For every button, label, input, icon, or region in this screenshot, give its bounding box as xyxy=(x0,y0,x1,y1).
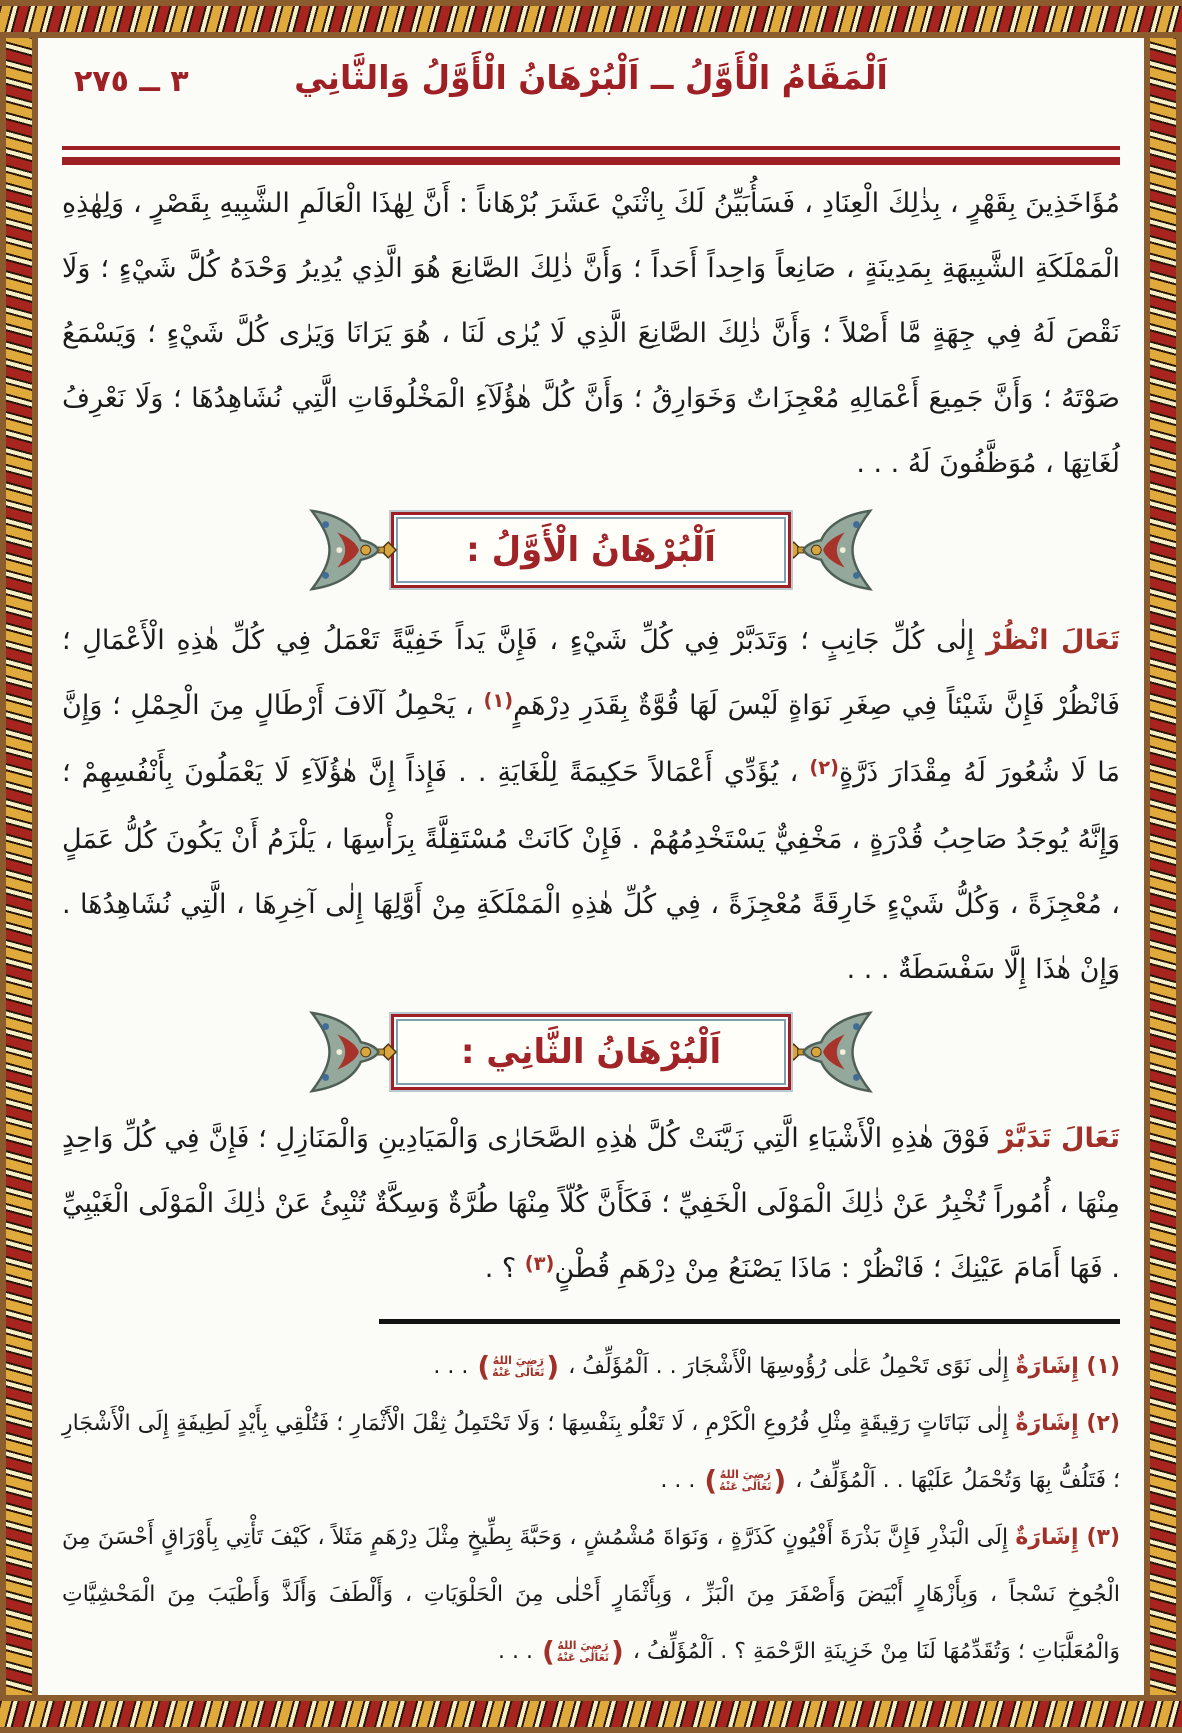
floral-ornament-icon xyxy=(307,1005,399,1099)
page-header xyxy=(62,58,1120,114)
floral-ornament-icon xyxy=(307,503,399,597)
author-seal-icon: ( رَضِيَ اللهُ تَعَالٰى عَنْهُ ) xyxy=(542,1635,624,1668)
section-2-paragraph: تَعَالَ تَدَبَّرْ فَوْقَ هٰذِهِ الْأَشْيَاءِ الَّتِي زَيَّنَتْ كُلَّ هٰذِهِ الصَّحَارٰى وَالْمَيَادِينِ وَالْمَنَازِلِ ؛ فَإِنَّ فِي كُلِّ وَاحِدٍ مِنْهَا ، أُمُوراً تُخْبِرُ عَنْ ذٰلِكَ الْمَوْلَى الْخَفِيِّ ؛ فَكَأَنَّ كُلّاً مِنْهَا طُرَّةٌ وَسِكَّةٌ تُنْبِئُ عَنْ ذٰلِكَ الْمَوْلَى الْغَيْبِيِّ . فَهَا أَمَامَ عَيْنِكَ ؛ فَانْظُرْ : مَاذَا يَصْنَعُ مِنْ دِرْهَمِ قُطْنٍ$^{(٣)}$ ؟ . xyxy=(62,1123,1120,1284)
decorative-border-bottom xyxy=(0,1695,1182,1733)
section-heading-box-2 xyxy=(391,1014,791,1090)
section-heading-row-2 xyxy=(62,1004,1120,1100)
section-heading-box-1 xyxy=(391,512,791,588)
decorative-border-right xyxy=(1144,0,1182,1733)
section-heading-1: اَلْبُرْهَانُ الْأَوَّلُ : xyxy=(466,530,716,570)
decorative-border-top xyxy=(0,0,1182,38)
decorative-border-left xyxy=(0,0,38,1733)
floral-ornament-icon xyxy=(783,1005,875,1099)
author-seal-icon: ( رَضِيَ اللهُ تَعَالٰى عَنْهُ ) xyxy=(704,1464,787,1497)
section-heading-2: اَلْبُرْهَانُ الثَّانِي : xyxy=(460,1032,722,1072)
footnote-2: (٢) إِشَارَةٌ إِلٰى نَبَاتَاتٍ رَقِيقَةٍ مِثْلِ فُرُوعِ الْكَرْمِ ، لَا تَعْلُو بِنَفْسِهَا ؛ وَلَا تَحْتَمِلُ ثِقْلَ الْأَثْمَارِ ؛ فَتُلْقِي بِأَيْدٍ لَطِيفَةٍ إِلَى الْأَشْجَارِ ؛ فَتَلُفُّ بِهَا وَتُحْمَلُ عَلَيْهَا . . اَلْمُؤَلِّفُ ، ( رَضِيَ اللهُ تَعَالٰى عَنْهُ ) . . . xyxy=(62,1411,1120,1497)
footnote-1: (١) إِشَارَةٌ إِلٰى نَوًى تَحْمِلُ عَلٰى رُؤُوسِهَا الْأَشْجَارَ . . اَلْمُؤَلِّفُ ، ( رَضِيَ اللهُ تَعَالٰى عَنْهُ ) . . . xyxy=(433,1350,1120,1383)
section-1-paragraph: تَعَالَ انْظُرْ إِلٰى كُلِّ جَانِبٍ ؛ وَتَدَبَّرْ فِي كُلِّ شَيْءٍ ، فَإِنَّ يَداً خَفِيَّةً تَعْمَلُ فِي كُلِّ هٰذِهِ الْأَعْمَالِ ؛ فَانْظُرْ فَإِنَّ شَيْئاً فِي صِغَرِ نَوَاةٍ لَيْسَ لَهَا قُوَّةٌ بِقَدَرِ دِرْهَمٍ$^{(١)}$ ، يَحْمِلُ آلَافَ أَرْطَالٍ مِنَ الْحِمْلِ ؛ وَإِنَّ مَا لَا شُعُورَ لَهُ مِقْدَارَ ذَرَّةٍ$^{(٢)}$ ، يُؤَدِّي أَعْمَالاً حَكِيمَةً لِلْغَايَةِ . . فَإِذاً إِنَّ هٰؤُلَآءِ لَا يَعْمَلُونَ بِأَنْفُسِهِمْ ؛ وَإِنَّهُ يُوجَدُ صَاحِبُ قُدْرَةٍ ، مَخْفِيٌّ يَسْتَخْدِمُهُمْ . فَإِنْ كَانَتْ مُسْتَقِلَّةً بِرَأْسِهَا ، يَلْزَمُ أَنْ يَكُونَ كُلُّ عَمَلٍ ، مُعْجِزَةً ، وَكُلُّ شَيْءٍ خَارِقَةً مُعْجِزَةً ، فِي كُلِّ هٰذِهِ الْمَمْلَكَةِ مِنْ أَوَّلِهَا إِلٰى آخِرِهَا ، الَّتِي نُشَاهِدُهَا . وَإِنْ هٰذَا إِلَّا سَفْسَطَةٌ . . . xyxy=(62,625,1120,985)
page-title: اَلْمَقَامُ الْأَوَّلُ ــ اَلْبُرْهَانُ الْأَوَّلُ وَالثَّانِي xyxy=(294,58,888,97)
intro-paragraph: مُؤَاخَذِينَ بِقَهْرٍ ، بِذٰلِكَ الْعِنَادِ ، فَسَأُبَيِّنُ لَكَ بِاثْنَيْ عَشَرَ بُرْهَاناً : أَنَّ لِهٰذَا الْعَالَمِ الشَّبِيهِ بِقَصْرٍ ، وَلِهٰذِهِ الْمَمْلَكَةِ الشَّبِيهَةِ بِمَدِينَةٍ ، صَانِعاً وَاحِداً أَحَداً ؛ وَأَنَّ ذٰلِكَ الصَّانِعَ هُوَ الَّذِي يُدِيرُ وَحْدَهُ كُلَّ شَيْءٍ ؛ وَلَا نَقْصَ لَهُ فِي جِهَةٍ مَّا أَصْلاً ؛ وَأَنَّ ذٰلِكَ الصَّانِعَ الَّذِي لَا يُرٰى لَنَا ، هُوَ يَرَانَا وَيَرٰى كُلَّ شَيْءٍ ؛ وَيَسْمَعُ صَوْتَهُ ؛ وَأَنَّ جَمِيعَ أَعْمَالِهِ مُعْجِزَاتٌ وَخَوَارِقُ ؛ وَأَنَّ كُلَّ هٰؤُلَآءِ الْمَخْلُوقَاتِ الَّتِي نُشَاهِدُهَا ؛ وَلَا نَعْرِفُ لُغَاتِهَا ، مُوَظَّفُونَ لَهُ . . . xyxy=(62,188,1120,479)
page-number: ٣ ــ ٢٧٥ xyxy=(74,64,189,99)
footnote-separator xyxy=(379,1319,1120,1324)
header-rule xyxy=(62,146,1120,165)
floral-ornament-icon xyxy=(783,503,875,597)
page-content xyxy=(38,38,1144,1695)
footnote-3: (٣) إِشَارَةٌ إِلَى الْبَذْرِ فَإِنَّ بَذْرَةَ أَفْيُونٍ كَذَرَّةٍ ، وَنَوَاةَ مُشْمُشٍ ، وَحَبَّةَ بِطِّيخٍ مِثْلَ دِرْهَمٍ مَثَلاً ، كَيْفَ تَأْتِي بِأَوْرَاقٍ أَحْسَنَ مِنَ الْجُوخِ نَسْجاً ، وَبِأَزْهَارٍ أَبْيَضَ وَأَصْفَرَ مِنَ الْبَزِّ ، وَبِأَثْمَارٍ أَحْلٰى مِنَ الْحَلْوَيَاتِ ، وَأَلْطَفَ وَأَلَذَّ وَأَطْيَبَ مِنَ الْمَحْشِيَّاتِ وَالْمُعَلَّبَاتِ ؛ وَتُقَدِّمُهَا لَنَا مِنْ خَزِينَةِ الرَّحْمَةِ ؟ . اَلْمُؤَلِّفُ ، ( رَضِيَ اللهُ تَعَالٰى عَنْهُ ) . . . xyxy=(62,1525,1120,1668)
author-seal-icon: ( رَضِيَ اللهُ تَعَالٰى عَنْهُ ) xyxy=(477,1350,560,1383)
footnotes xyxy=(62,1338,1120,1680)
section-heading-row-1 xyxy=(62,498,1120,602)
